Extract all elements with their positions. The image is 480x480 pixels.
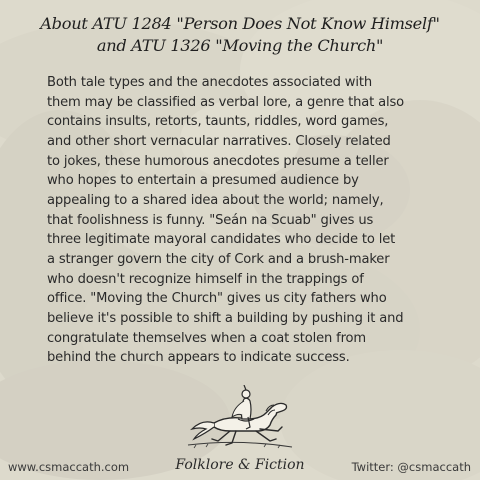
body-line: and other short vernacular narratives. Closely related xyxy=(47,133,391,149)
title-line-1: About ATU 1284 "Person Does Not Know Himself" xyxy=(40,14,440,33)
body-line: Both tale types and the anecdotes associated with xyxy=(47,75,372,90)
body-line: to jokes, these humorous anecdotes presume a teller xyxy=(47,153,389,169)
body-line: contains insults, retorts, taunts, riddles, word games, xyxy=(47,114,389,130)
page-title xyxy=(0,13,480,57)
body-line: office. "Moving the Church" gives us city fathers who xyxy=(47,291,387,307)
website-link[interactable]: www.csmaccath.com xyxy=(8,460,130,474)
body-line: who hopes to entertain a presumed audience by xyxy=(47,173,359,189)
body-line: them may be classified as verbal lore, a genre that also xyxy=(47,94,405,110)
twitter-handle[interactable]: Twitter: @csmaccath xyxy=(351,460,471,474)
body-line: three legitimate mayoral candidates who decide to let xyxy=(47,232,396,248)
body-line: appealing to a shared idea about the world; namely, xyxy=(47,192,384,208)
body-line: believe it's possible to shift a building by pushing it and xyxy=(47,310,404,326)
body-line: congratulate themselves when a coat stolen from xyxy=(47,330,367,346)
body-paragraph xyxy=(47,73,434,368)
horse-and-rider-icon xyxy=(184,385,296,457)
brand-name: Folklore & Fiction xyxy=(175,457,305,473)
title-line-2: and ATU 1326 "Moving the Church" xyxy=(96,36,384,55)
body-line: who doesn't recognize himself in the trappings of xyxy=(47,271,364,287)
body-line: a stranger govern the city of Cork and a brush-maker xyxy=(47,251,390,267)
body-line: that foolishness is funny. "Seán na Scuab" gives us xyxy=(47,212,374,228)
body-line: behind the church appears to indicate success. xyxy=(47,350,350,366)
